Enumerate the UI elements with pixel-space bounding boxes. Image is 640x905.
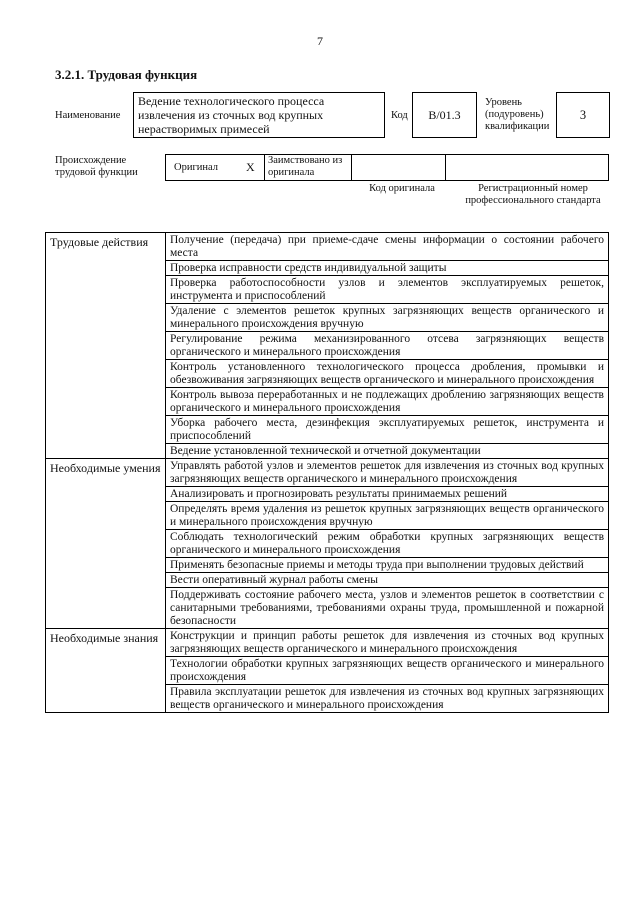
section-item: Проверка исправности средств индивидуальной защиты xyxy=(166,261,609,276)
section-item: Применять безопасные приемы и методы труда при выполнении трудовых действий xyxy=(166,558,609,573)
section-item: Контроль вывоза переработанных и не подлежащих дроблению загрязняющих веществ органического и минерального происхождения xyxy=(166,388,609,416)
registration-caption: Регистрационный номер профессионального стандарта xyxy=(465,183,601,206)
section-item: Определять время удаления из решеток крупных загрязняющих веществ органического и минерального происхождения вручную xyxy=(166,502,609,530)
section-item: Поддерживать состояние рабочего места, узлов и элементов решеток в соответствии с санитарными требованиями, требованиями охраны труда, промышленной и пожарной безопасности xyxy=(166,588,609,629)
section-category: Необходимые знания xyxy=(46,629,166,713)
table-row xyxy=(46,629,609,657)
origin-row xyxy=(165,154,609,181)
section-item: Правила эксплуатации решеток для извлечения из сточных вод крупных загрязняющих веществ органического и минерального происхождения xyxy=(166,685,609,713)
level-label: Уровень (подуровень) квалификации xyxy=(485,97,550,132)
section-item: Соблюдать технологический режим обработки крупных загрязняющих веществ органического и минерального происхождения xyxy=(166,530,609,558)
section-category: Трудовые действия xyxy=(46,233,166,459)
name-label: Наименование xyxy=(55,110,121,121)
section-item: Анализировать и прогнозировать результаты принимаемых решений xyxy=(166,487,609,502)
section-item: Вести оперативный журнал работы смены xyxy=(166,573,609,588)
section-item: Контроль установленного технологического процесса дробления, промывки и обезвоживания загрязняющих веществ органического и минерального происхождения xyxy=(166,360,609,388)
section-item: Проверка работоспособности узлов и элементов эксплуатируемых решеток, инструмента и приспособлений xyxy=(166,276,609,304)
section-item: Уборка рабочего места, дезинфекция эксплуатируемых решеток, инструмента и приспособлений xyxy=(166,416,609,444)
function-name: Ведение технологического процесса извлечения из сточных вод крупных нерастворимых примесей xyxy=(133,92,385,138)
origin-label: Происхождение трудовой функции xyxy=(55,155,138,178)
table-row xyxy=(46,233,609,261)
original-label: Оригинал xyxy=(174,162,218,173)
section-item: Ведение установленной технической и отчетной документации xyxy=(166,444,609,459)
code-label: Код xyxy=(391,110,408,121)
original-code-cell xyxy=(351,154,445,181)
section-item: Регулирование режима механизированного отсева загрязняющих веществ органического и минерального происхождения xyxy=(166,332,609,360)
borrowed-label: Заимствовано из оригинала xyxy=(268,155,343,178)
original-mark: X xyxy=(246,160,255,174)
borrowed-cell xyxy=(264,154,351,181)
section-item: Управлять работой узлов и элементов решеток для извлечения из сточных вод крупных загрязняющих веществ органического и минерального происхождения xyxy=(166,459,609,487)
qualification-level: 3 xyxy=(556,92,610,138)
function-code: В/01.3 xyxy=(412,92,477,138)
section-item: Получение (передача) при приеме-сдаче смены информации о состоянии рабочего места xyxy=(166,233,609,261)
section-item: Конструкции и принцип работы решеток для извлечения из сточных вод крупных загрязняющих веществ органического и минерального происхождения xyxy=(166,629,609,657)
table-row xyxy=(46,459,609,487)
registration-number-cell xyxy=(445,154,609,181)
page-number: 7 xyxy=(317,34,323,48)
section-item: Удаление с элементов решеток крупных загрязняющих веществ органического и минерального происхождения вручную xyxy=(166,304,609,332)
section-title: 3.2.1. Трудовая функция xyxy=(55,67,198,82)
original-code-caption: Код оригинала xyxy=(369,183,435,194)
section-item: Технологии обработки крупных загрязняющих веществ органического и минерального происхождения xyxy=(166,657,609,685)
function-details-table xyxy=(45,232,609,713)
section-category: Необходимые умения xyxy=(46,459,166,629)
original-cell xyxy=(165,154,264,181)
